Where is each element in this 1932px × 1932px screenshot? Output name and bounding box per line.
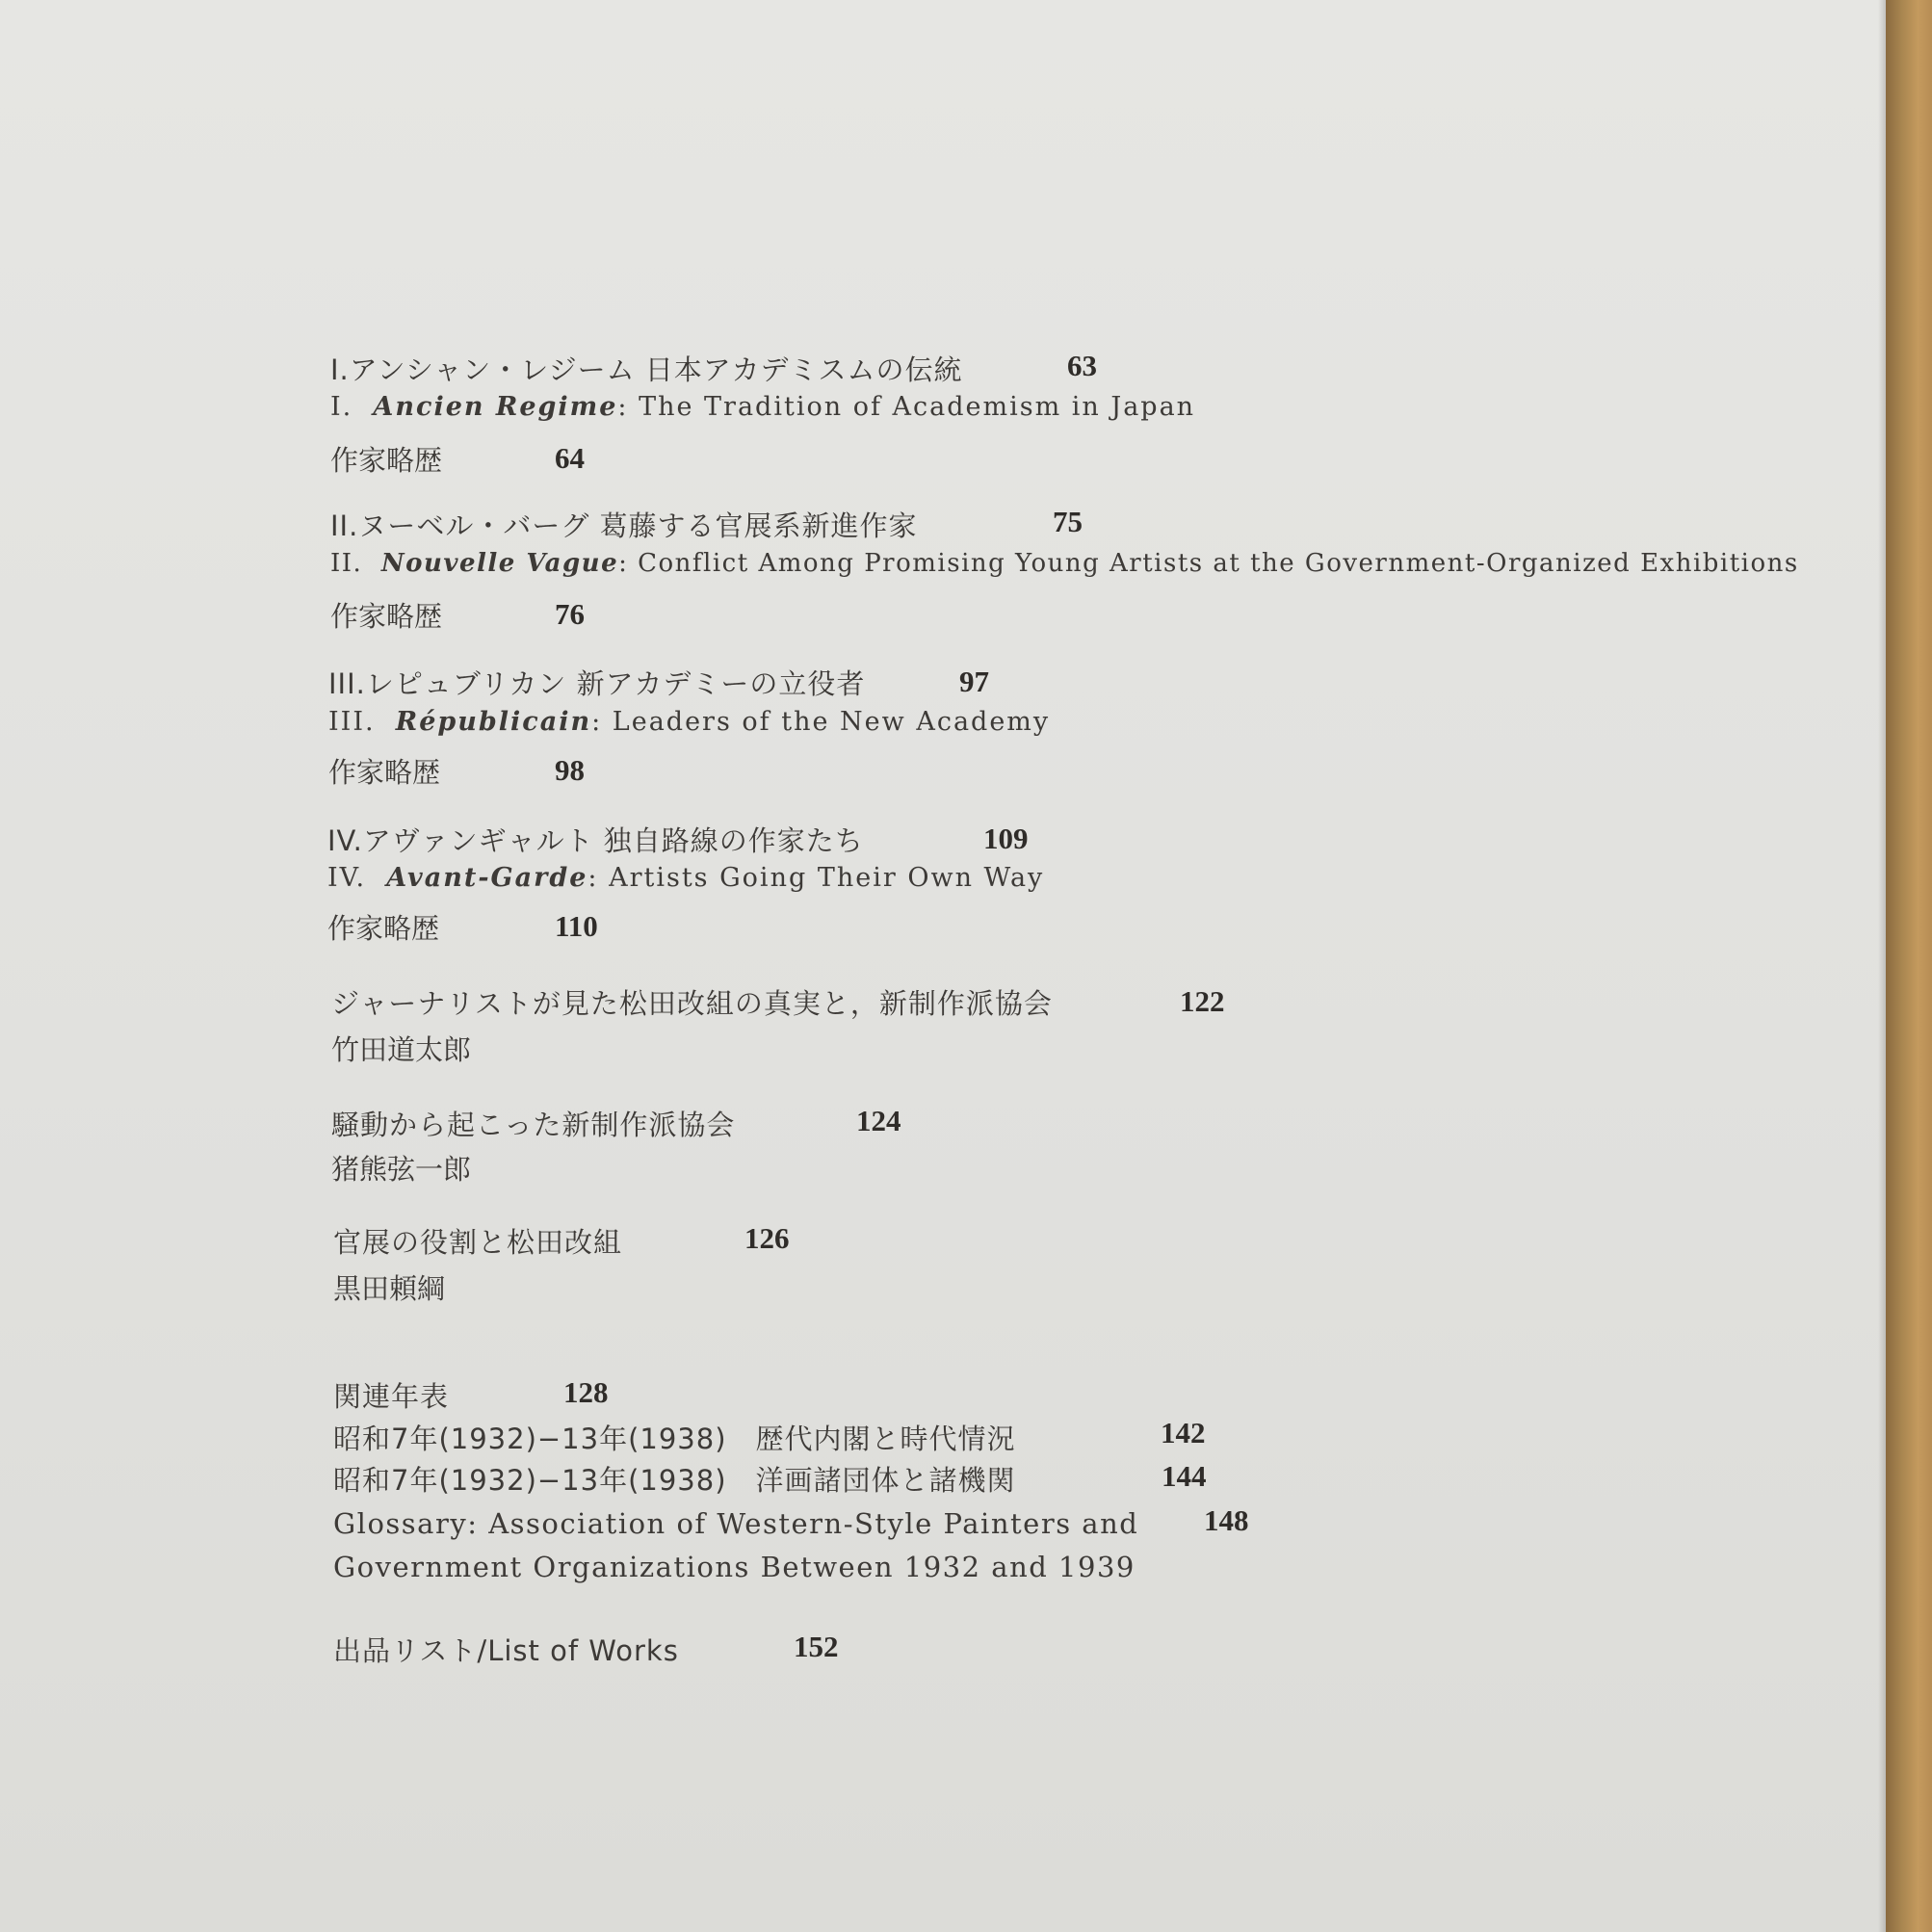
essay-1-author: 竹田道太郎 — [331, 1033, 472, 1066]
section-4-en-title — [327, 863, 1044, 893]
section-4-bio-page: 110 — [555, 909, 598, 943]
section-1-bio-label: 作家略歴 — [330, 444, 443, 477]
section-3-en-italic: Républicain — [395, 707, 592, 737]
section-1-jp-title: I.アンシャン・レジーム 日本アカデミスムの伝統 — [330, 353, 963, 386]
wooden-table-edge — [1886, 0, 1932, 1932]
section-3-jp-title: III.レピュブリカン 新アカデミーの立役者 — [328, 667, 866, 700]
chronology-label: 関連年表 — [333, 1380, 450, 1413]
glossary-line-1: Glossary: Association of Western-Style Painters and — [333, 1507, 1139, 1540]
section-2-bio-label: 作家略歴 — [330, 600, 443, 633]
section-3-en-rest: : Leaders of the New Academy — [591, 707, 1051, 737]
chronology-row-2-label: 昭和7年(1932)−13年(1938) 洋画諸団体と諸機関 — [333, 1464, 1016, 1497]
section-4-en-num: IV. — [327, 863, 367, 893]
section-2-bio-page: 76 — [555, 597, 585, 631]
chronology-row-2-page: 144 — [1162, 1459, 1207, 1493]
chronology-row-1-page: 142 — [1161, 1416, 1206, 1449]
section-2-jp-title: II.ヌーベル・バーグ 葛藤する官展系新進作家 — [330, 509, 918, 542]
essay-3-title: 官展の役割と松田改組 — [333, 1226, 623, 1259]
glossary-page: 148 — [1204, 1503, 1249, 1537]
chronology-page: 128 — [563, 1375, 609, 1409]
section-1-en-title — [330, 392, 1195, 422]
essay-2-author: 猪熊弦一郎 — [331, 1153, 472, 1186]
chronology-row-1-label: 昭和7年(1932)−13年(1938) 歴代内閣と時代情況 — [333, 1423, 1016, 1455]
essay-2-title: 騒動から起こった新制作派協会 — [331, 1109, 736, 1141]
essay-2-page: 124 — [856, 1104, 901, 1137]
section-3-bio-label: 作家略歴 — [328, 756, 441, 789]
essay-1-page: 122 — [1180, 984, 1225, 1018]
section-2-en-num: II. — [330, 549, 363, 578]
section-1-page: 63 — [1067, 349, 1097, 382]
section-1-en-italic: Ancien Regime — [373, 392, 618, 422]
section-4-page: 109 — [983, 822, 1029, 855]
section-2-en-title — [330, 549, 1799, 578]
section-4-en-italic: Avant-Garde — [386, 863, 588, 893]
essay-3-author: 黒田頼綱 — [333, 1272, 446, 1305]
section-2-page: 75 — [1053, 505, 1083, 538]
essay-3-page: 126 — [744, 1221, 790, 1255]
glossary-line-2: Government Organizations Between 1932 and 1939 — [333, 1551, 1136, 1583]
section-3-en-num: III. — [328, 707, 376, 737]
section-1-bio-page: 64 — [555, 441, 585, 475]
essay-1-title: ジャーナリストが見た松田改組の真実と，新制作派協会 — [331, 987, 1053, 1020]
section-4-bio-label: 作家略歴 — [327, 912, 440, 945]
section-2-en-rest: : Conflict Among Promising Young Artists at the Government-Organized Exhibitions — [618, 549, 1799, 578]
section-3-page: 97 — [959, 665, 989, 698]
section-4-en-rest: : Artists Going Their Own Way — [587, 863, 1045, 893]
section-1-en-num: I. — [330, 392, 353, 422]
section-3-bio-page: 98 — [555, 753, 585, 787]
works-list-page: 152 — [794, 1630, 839, 1663]
section-2-en-italic: Nouvelle Vague — [380, 549, 619, 578]
section-4-jp-title: IV.アヴァンギャルト 独自路線の作家たち — [327, 824, 864, 857]
section-1-en-rest: : The Tradition of Academism in Japan — [617, 392, 1196, 422]
works-list-label: 出品リスト/List of Works — [333, 1634, 679, 1667]
section-3-en-title — [328, 707, 1050, 737]
